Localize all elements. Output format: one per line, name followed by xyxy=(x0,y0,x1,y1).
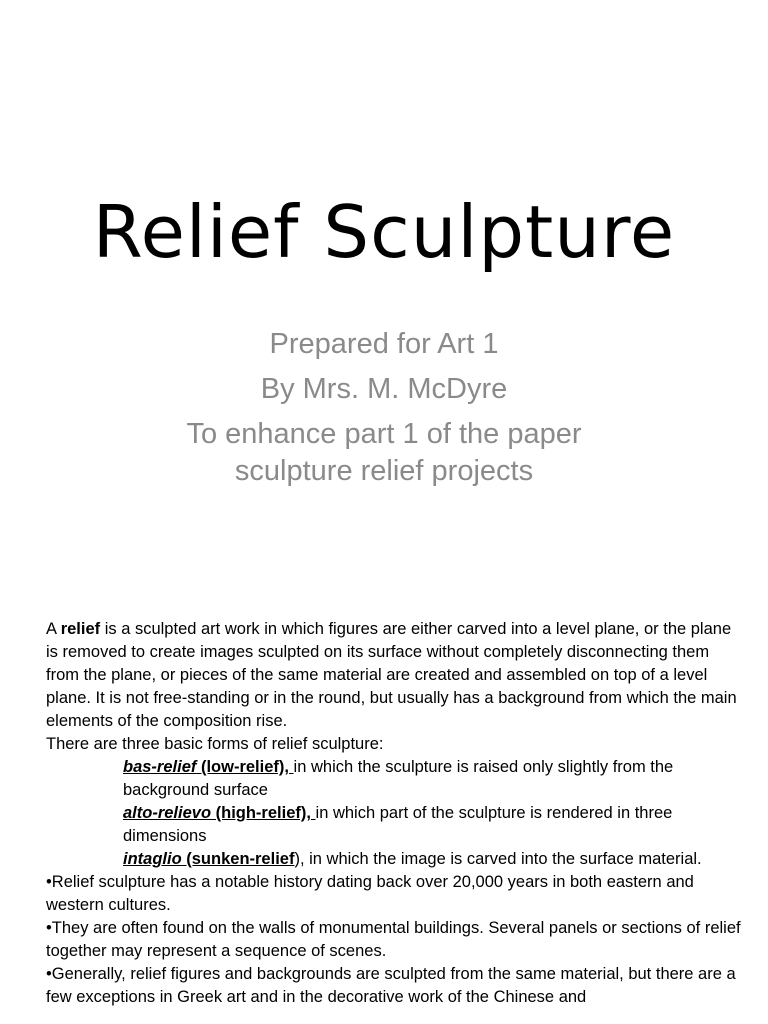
form-term: bas-relief xyxy=(123,758,197,776)
slide-title: Relief Sculpture xyxy=(92,190,676,274)
slide-subtitle xyxy=(0,326,768,490)
form-term: intaglio xyxy=(123,850,182,868)
form-item xyxy=(46,802,746,848)
form-desc: in which the sculpture is raised only slightly from the background surface xyxy=(123,758,674,799)
text-run: A xyxy=(46,620,61,638)
subtitle-line: Prepared for Art 1 xyxy=(269,328,499,360)
bullet-item: •They are often found on the walls of monumental buildings. Several panels or sections of relief together may represent a sequence of scenes. xyxy=(46,919,741,960)
subtitle-line: To enhance part 1 of the paper xyxy=(186,418,582,450)
definition-paragraph xyxy=(46,618,746,733)
form-term: alto-relievo xyxy=(123,804,212,822)
form-gloss: (high-relief), xyxy=(211,804,316,822)
form-desc: ), in which the image is carved into the surface material. xyxy=(294,850,702,868)
form-desc: in which part of the sculpture is rendered in three dimensions xyxy=(123,804,673,845)
bold-term: relief xyxy=(60,620,101,638)
subtitle-line: By Mrs. M. McDyre xyxy=(260,373,508,405)
form-item xyxy=(46,756,746,802)
form-item xyxy=(46,848,746,871)
text-run: is a sculpted art work in which figures are either carved into a level plane, or the plane is removed to create images sculpted on its surface without completely disconnecting them from the plane, or pieces of the same material are created and assembled on top of a level plane. It is not free-standing or in the round, but usually has a background from which the main elements of the composition rise. xyxy=(46,620,737,730)
bullet-item: •Generally, relief figures and backgrounds are sculpted from the same material, but there are a few exceptions in Greek art and in the decorative work of the Chinese and xyxy=(46,965,736,1006)
form-gloss: (sunken-relief xyxy=(181,850,295,868)
form-gloss: (low-relief), xyxy=(196,758,294,776)
bullet-item: •Relief sculpture has a notable history dating back over 20,000 years in both eastern and western cultures. xyxy=(46,873,694,914)
subtitle-line: sculpture relief projects xyxy=(234,455,534,487)
notes-text xyxy=(46,618,746,1009)
forms-intro: There are three basic forms of relief sculpture: xyxy=(46,735,384,753)
